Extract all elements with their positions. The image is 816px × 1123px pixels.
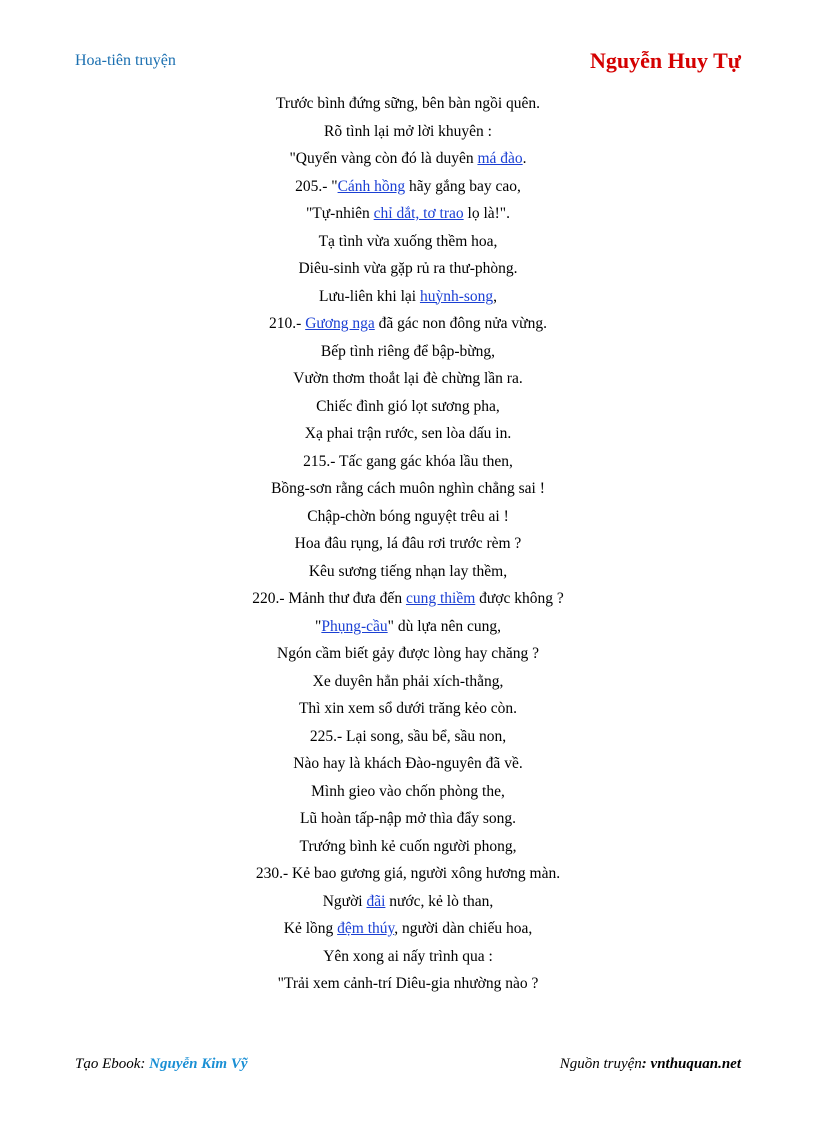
poem-line (0, 258, 816, 286)
poem-text: . (522, 150, 527, 167)
poem-text: Tạ tình vừa xuống thềm hoa, (318, 232, 498, 250)
poem-line (0, 121, 816, 149)
poem-line (0, 918, 816, 946)
ebook-credit (75, 1056, 248, 1073)
ebook-separator: : (140, 1056, 150, 1072)
poem-line (0, 368, 816, 396)
poem-line (0, 231, 816, 259)
poem-text: Ngón cầm biết gảy được lòng hay chăng ? (277, 645, 539, 662)
annotation-link[interactable]: má đào (477, 150, 523, 167)
annotation-link[interactable]: đãi (366, 892, 386, 910)
ebook-creator-name: Nguyễn Kim Vỹ (149, 1056, 248, 1072)
poem-line (0, 946, 816, 974)
poem-line (0, 753, 816, 781)
poem-text: Bồng-sơn rằng cách muôn nghìn chẳng sai ! (271, 480, 545, 497)
poem-text: Xe duyên hẳn phải xích-thằng, (312, 672, 504, 690)
poem-text: Lũ hoàn tấp-nập mở thìa đẩy song. (299, 810, 517, 827)
poem-line (0, 836, 816, 864)
poem-line (0, 726, 816, 754)
poem-text: đã gác non đông nửa vừng. (374, 315, 547, 332)
poem-text: được không ? (475, 590, 564, 607)
poem-line (0, 506, 816, 534)
source-site: vnthuquan.net (650, 1056, 741, 1072)
poem-text: nước, kẻ lò than, (385, 892, 494, 910)
annotation-link[interactable]: đệm thúy (337, 920, 395, 937)
poem-text: "Quyển vàng còn đó là duyên (289, 150, 478, 167)
poem-text: " (315, 617, 322, 635)
poem-text: Trước bình đứng sững, bên bàn ngồi quên. (275, 95, 541, 112)
poem-text: 205.- " (295, 177, 338, 195)
annotation-link[interactable]: Gương nga (305, 315, 375, 332)
author-name: Nguyễn Huy Tự (590, 48, 741, 73)
poem-line (0, 891, 816, 919)
poem-line (0, 973, 816, 1001)
annotation-link[interactable]: chỉ dắt, tơ trao (373, 205, 464, 222)
poem-text: Lưu-liên khi lại (318, 287, 420, 305)
source-separator: : (641, 1056, 651, 1072)
annotation-link[interactable]: Phụng-cầu (321, 617, 388, 635)
poem-line (0, 671, 816, 699)
poem-text: lọ là!". (463, 205, 510, 222)
poem-text: " dù lựa nên cung, (387, 617, 501, 635)
poem-text: 220.- Mảnh thư đưa đến (252, 590, 406, 607)
poem-text: Chập-chờn bóng nguyệt trêu ai ! (307, 507, 509, 525)
poem-text: 230.- Kẻ bao gương giá, người xông hương màn. (255, 865, 561, 882)
poem-line (0, 176, 816, 204)
poem-text: 210.- (269, 315, 306, 332)
poem-line (0, 808, 816, 836)
poem-text: Trướng bình kẻ cuốn người phong, (299, 837, 517, 855)
poem-line (0, 698, 816, 726)
poem-line (0, 478, 816, 506)
annotation-link[interactable]: cung thiềm (405, 590, 476, 607)
poem-text: , người dàn chiếu hoa, (394, 920, 533, 937)
poem-text: Kẻ lồng (283, 920, 338, 937)
poem-line (0, 781, 816, 809)
poem-line (0, 588, 816, 616)
poem-text: hãy gắng bay cao, (405, 177, 521, 195)
poem-line (0, 533, 816, 561)
poem-text: 225.- Lại song, sầu bể, sầu non, (309, 727, 507, 745)
poem-text: Bếp tình riêng để bập-bừng, (320, 342, 496, 360)
poem-line (0, 148, 816, 176)
poem-text: , (493, 287, 498, 305)
poem-line (0, 203, 816, 231)
poem-text: Rõ tình lại mở lời khuyên : (324, 122, 492, 140)
poem-text: Xạ phai trận rước, sen lòa dấu in. (304, 425, 512, 442)
source-label: Nguồn truyện (559, 1056, 642, 1072)
poem-line (0, 561, 816, 589)
source-credit (560, 1056, 741, 1073)
poem-text: Thì xin xem sổ dưới trăng kẻo còn. (298, 700, 518, 717)
poem-text: Kêu sương tiếng nhạn lay thềm, (308, 562, 508, 580)
annotation-link[interactable]: huỳnh-song (419, 287, 494, 305)
poem-text: 215.- Tấc gang gác khóa lầu then, (303, 452, 513, 470)
poem-line (0, 616, 816, 644)
book-title: Hoa-tiên truyện (75, 52, 176, 69)
poem-line (0, 643, 816, 671)
poem-line (0, 863, 816, 891)
poem-body (0, 93, 816, 1001)
poem-text: "Trải xem cảnh-trí Diêu-gia nhường nào ? (277, 975, 539, 992)
annotation-link[interactable]: Cánh hồng (337, 177, 406, 195)
poem-line (0, 396, 816, 424)
ebook-label: Tạo Ebook (75, 1056, 141, 1072)
poem-text: "Tự-nhiên (305, 205, 374, 222)
poem-line (0, 451, 816, 479)
poem-text: Người (322, 892, 367, 910)
poem-line (0, 93, 816, 121)
poem-line (0, 423, 816, 451)
poem-line (0, 313, 816, 341)
poem-text: Diêu-sinh vừa gặp rủ ra thư-phòng. (298, 260, 518, 277)
poem-text: Yên xong ai nấy trình qua : (323, 947, 493, 965)
poem-text: Hoa đâu rụng, lá đâu rơi trước rèm ? (294, 535, 522, 552)
poem-text: Mình gieo vào chốn phòng the, (311, 782, 505, 800)
poem-text: Nào hay là khách Đào-nguyên đã về. (293, 755, 523, 772)
poem-line (0, 341, 816, 369)
poem-line (0, 286, 816, 314)
poem-text: Vườn thơm thoắt lại đè chừng lần ra. (293, 370, 523, 387)
poem-text: Chiếc đình gió lọt sương pha, (316, 397, 500, 415)
